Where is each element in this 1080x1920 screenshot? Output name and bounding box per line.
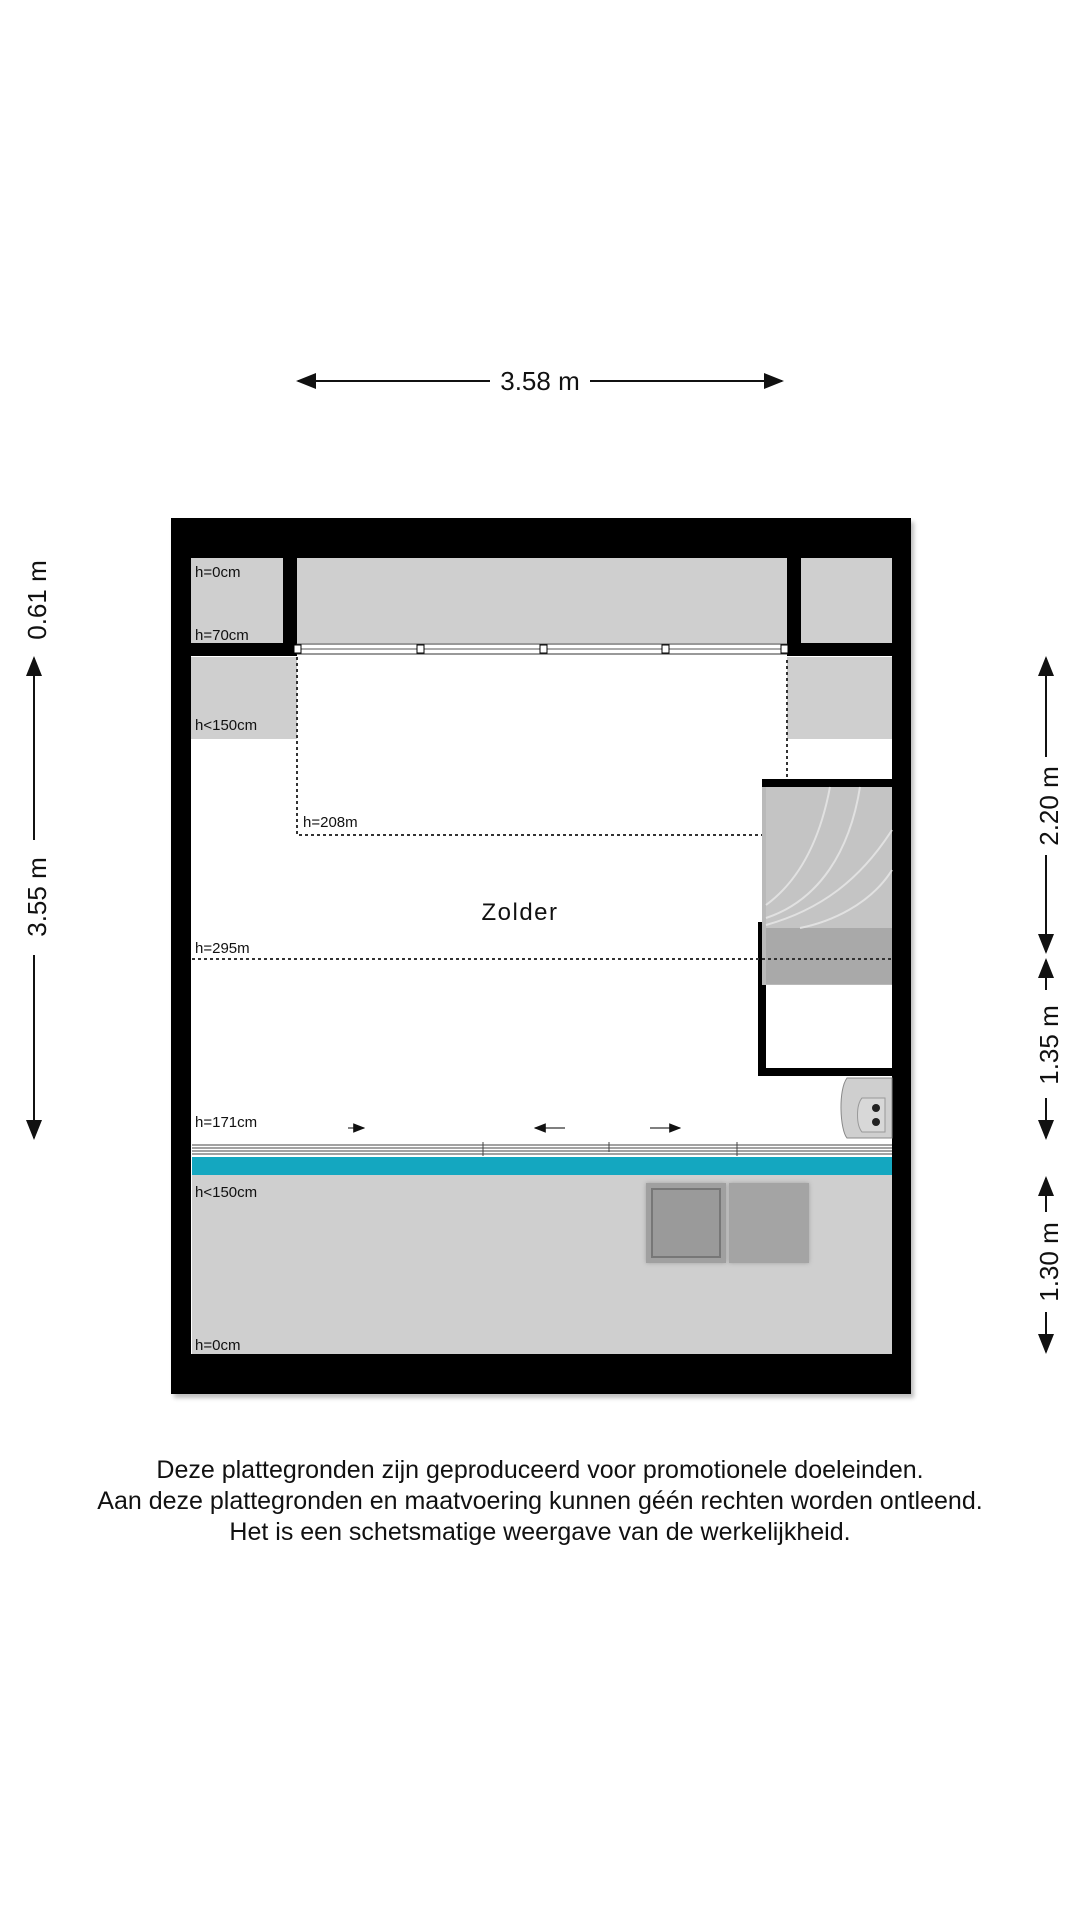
disclaimer-line-2: Aan deze plattegronden en maatvoering kunnen géén rechten worden ontleend. <box>97 1487 983 1515</box>
wall-top-left <box>191 643 297 656</box>
height-label-h208: h=208m <box>303 814 358 831</box>
appliance <box>841 1078 892 1138</box>
dimension-right-upper-label: 2.20 m <box>1034 766 1064 846</box>
dimension-right <box>1034 658 1064 1352</box>
height-label-h0-top: h=0cm <box>195 564 241 581</box>
dimension-right-lower-label: 1.30 m <box>1034 1222 1064 1302</box>
low-ceiling-top <box>297 558 787 643</box>
wall-pillar-left <box>283 558 297 643</box>
disclaimer-line-3: Het is een schetsmatige weergave van de werkelijkheid. <box>229 1518 851 1546</box>
dimension-left <box>22 560 52 1138</box>
dimension-left-upper-label: 0.61 m <box>22 560 52 640</box>
dormer-window <box>294 644 788 654</box>
roof-window-strip <box>192 1157 892 1175</box>
dimension-left-main-label: 3.55 m <box>22 857 52 937</box>
height-label-h150-bottom: h<150cm <box>195 1184 258 1201</box>
height-label-h150-top: h<150cm <box>195 717 258 734</box>
height-label-h171: h=171cm <box>195 1114 258 1131</box>
low-ceiling-topright <box>801 558 892 643</box>
room-label: Zolder <box>481 899 559 926</box>
height-label-h70: h=70cm <box>195 627 249 644</box>
wall-pillar-right <box>787 558 801 643</box>
disclaimer-line-1: Deze plattegronden zijn geproduceerd voor promotionele doeleinden. <box>156 1456 924 1484</box>
height-label-h0-bottom: h=0cm <box>195 1337 241 1354</box>
dimension-top-label: 3.58 m <box>500 366 580 396</box>
low-ceiling-right <box>787 657 892 739</box>
dimension-right-middle-label: 1.35 m <box>1034 1005 1064 1085</box>
staircase <box>758 779 892 1076</box>
dimension-top <box>298 366 782 396</box>
wall-top-right <box>787 643 892 656</box>
disclaimer <box>0 1455 1080 1548</box>
building <box>171 518 914 1398</box>
height-label-h295: h=295m <box>195 940 250 957</box>
